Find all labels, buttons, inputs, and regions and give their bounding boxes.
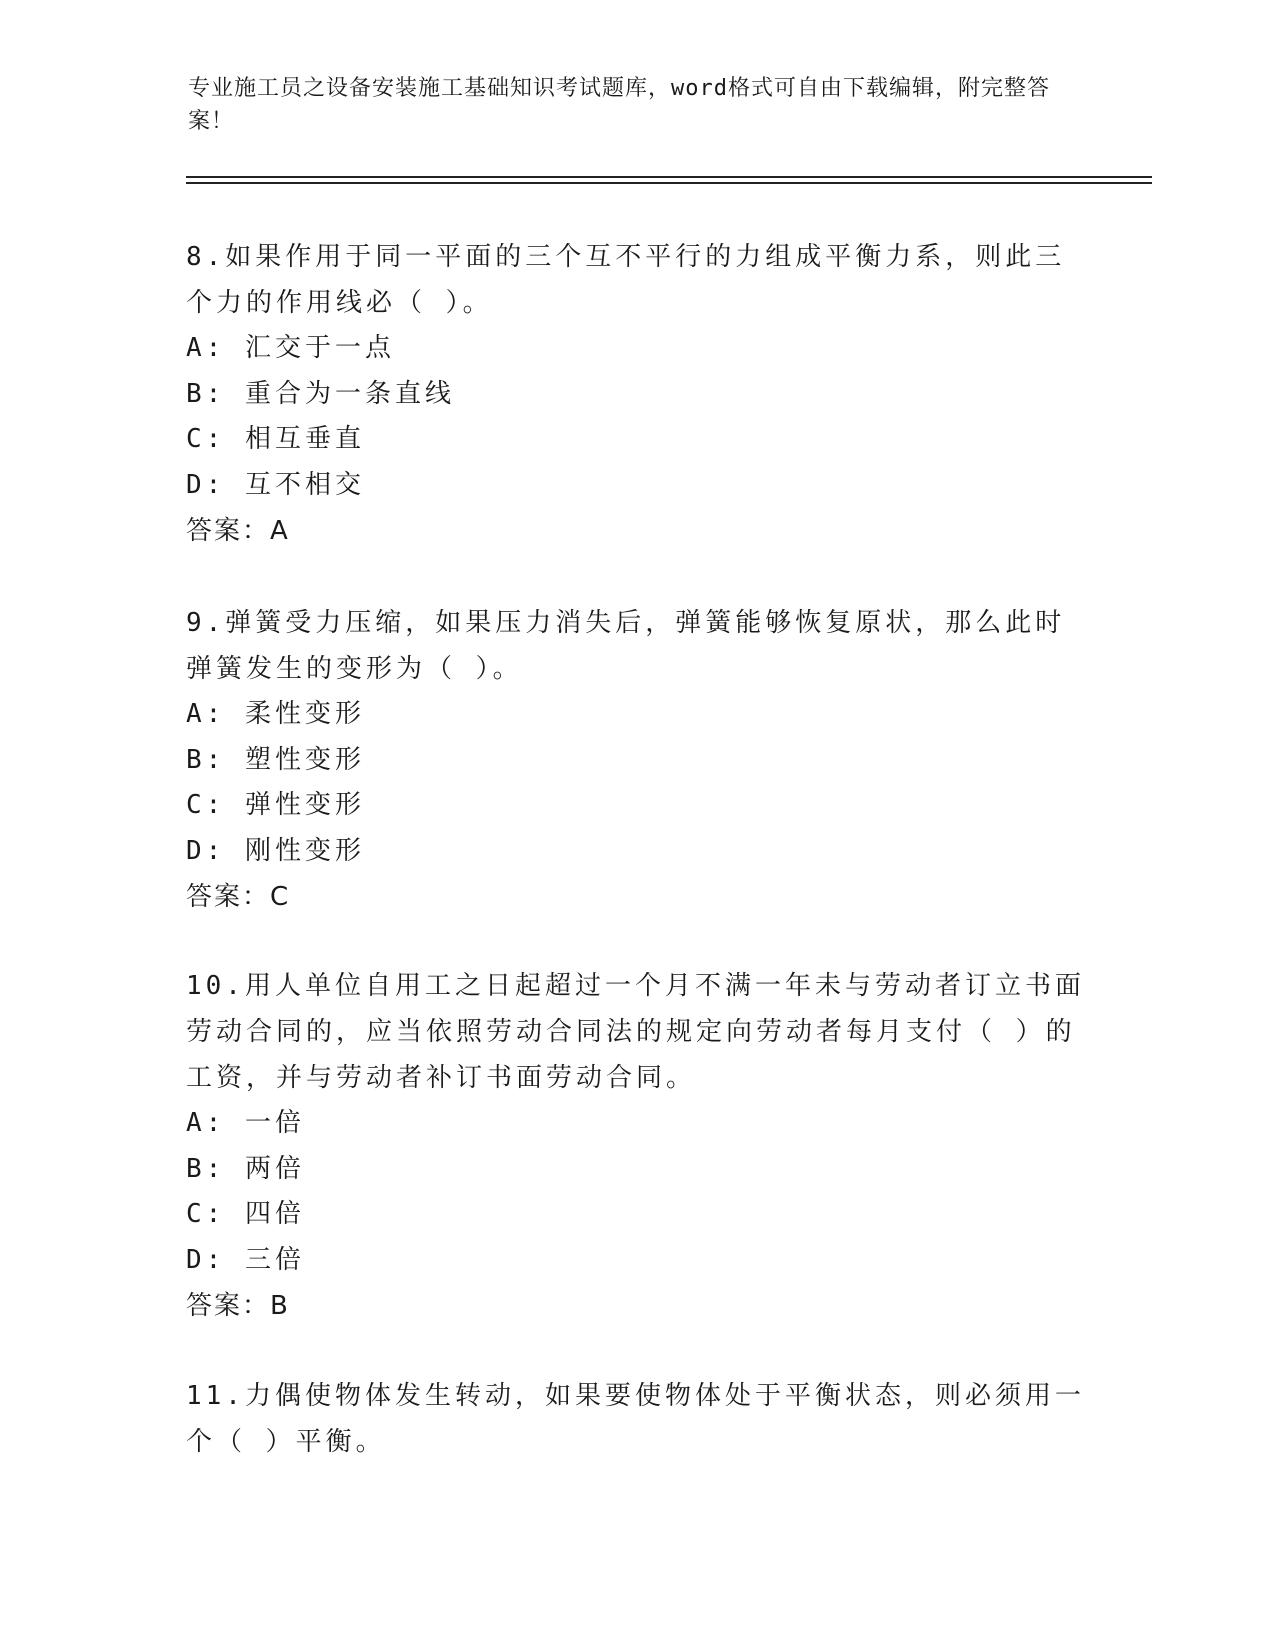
header-divider-top bbox=[186, 176, 1152, 178]
option-d: D: 互不相交 bbox=[186, 469, 365, 500]
option-c: C: 弹性变形 bbox=[186, 790, 365, 820]
option-d: D: 刚性变形 bbox=[186, 835, 365, 866]
answer: 答案：A bbox=[186, 516, 290, 546]
question-10 bbox=[186, 963, 1086, 1329]
option-a: A: 一倍 bbox=[186, 1108, 305, 1138]
question-stem: 11.力偶使物体发生转动，如果要使物体处于平衡状态，则必须用一个（ ）平衡。 bbox=[186, 1381, 1085, 1457]
answer: 答案：C bbox=[186, 882, 291, 912]
option-d: D: 三倍 bbox=[186, 1244, 305, 1275]
answer: 答案：B bbox=[186, 1291, 290, 1321]
option-a: A: 汇交于一点 bbox=[186, 333, 395, 363]
option-b: B: 塑性变形 bbox=[186, 744, 365, 775]
option-c: C: 四倍 bbox=[186, 1199, 305, 1229]
option-c: C: 相互垂直 bbox=[186, 424, 365, 454]
question-stem: 10.用人单位自用工之日起超过一个月不满一年未与劳动者订立书面劳动合同的，应当依照劳动合同法的规定向劳动者每月支付（ ）的工资，并与劳动者补订书面劳动合同。 bbox=[186, 971, 1085, 1093]
question-stem: 8.如果作用于同一平面的三个互不平行的力组成平衡力系，则此三个力的作用线必（ ）。 bbox=[186, 242, 1066, 318]
question-stem: 9.弹簧受力压缩，如果压力消失后，弹簧能够恢复原状，那么此时弹簧发生的变形为（ ）。 bbox=[186, 608, 1066, 684]
document-header: 专业施工员之设备安装施工基础知识考试题库，word格式可自由下载编辑，附完整答案！ bbox=[188, 76, 1050, 134]
question-11 bbox=[186, 1373, 1086, 1465]
option-b: B: 两倍 bbox=[186, 1153, 305, 1184]
header-divider-bottom bbox=[186, 182, 1152, 184]
option-b: B: 重合为一条直线 bbox=[186, 378, 455, 409]
option-a: A: 柔性变形 bbox=[186, 699, 365, 729]
question-8 bbox=[186, 234, 1086, 554]
question-9 bbox=[186, 600, 1086, 920]
